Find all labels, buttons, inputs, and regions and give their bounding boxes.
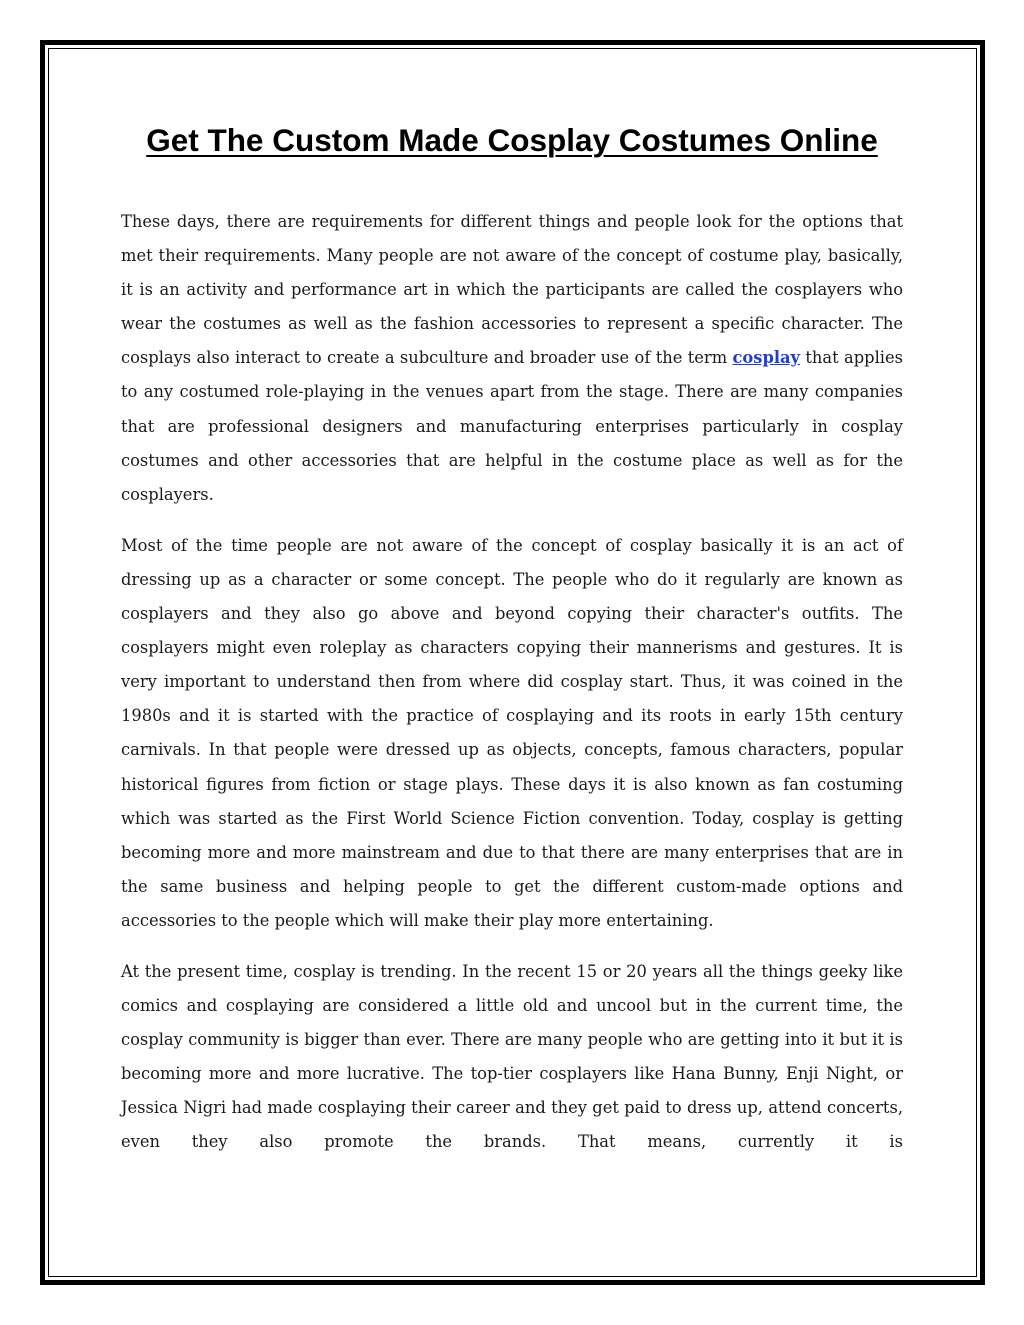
document-title: Get The Custom Made Cosplay Costumes Online xyxy=(146,122,878,158)
paragraph-3: At the present time, cosplay is trending. In the recent 15 or 20 years all the things geeky like comics and cosplaying are considered a little old and uncool but in the current time, the cosplay community is bigger than ever. There are many people who are getting into it but it is becoming more and more lucrative. The top-tier cosplayers like Hana Bunny, Enji Night, or Jessica Nigri had made cosplaying their career and they get paid to dress up, attend concerts, even they also promote the brands. That means, currently it is xyxy=(121,961,903,1152)
paragraph-1 xyxy=(121,205,903,512)
cosplay-link[interactable]: cosplay xyxy=(732,348,801,368)
document-body xyxy=(121,205,903,1177)
paragraph-1-text-after-link: that applies to any costumed role-playing in the venues apart from the stage. There are many companies that are professional designers and manufacturing enterprises particularly in cosplay costumes and other accessories that are helpful in the costume place as well as for the cosplayers. xyxy=(121,348,903,504)
paragraph-1-text-before-link: These days, there are requirements for different things and people look for the options that met their requirements. Many people are not aware of the concept of costume play, basically, it is an activity and performance art in which the participants are called the cosplayers who wear the costumes as well as the fashion accessories to represent a specific character. The cosplays also interact to create a subculture and broader use of the term xyxy=(121,212,903,368)
paragraph-2: Most of the time people are not aware of the concept of cosplay basically it is an act of dressing up as a character or some concept. The people who do it regularly are known as cosplayers and they also go above and beyond copying their character's outfits. The cosplayers might even roleplay as characters copying their mannerisms and gestures. It is very important to understand then from where did cosplay start. Thus, it was coined in the 1980s and it is started with the practice of cosplaying and its roots in early 15th century carnivals. In that people were dressed up as objects, concepts, famous characters, popular historical figures from fiction or stage plays. These days it is also known as fan costuming which was started as the First World Science Fiction convention. Today, cosplay is getting becoming more and more mainstream and due to that there are many enterprises that are in the same business and helping people to get the different custom-made options and accessories to the people which will make their play more entertaining. xyxy=(121,535,903,930)
